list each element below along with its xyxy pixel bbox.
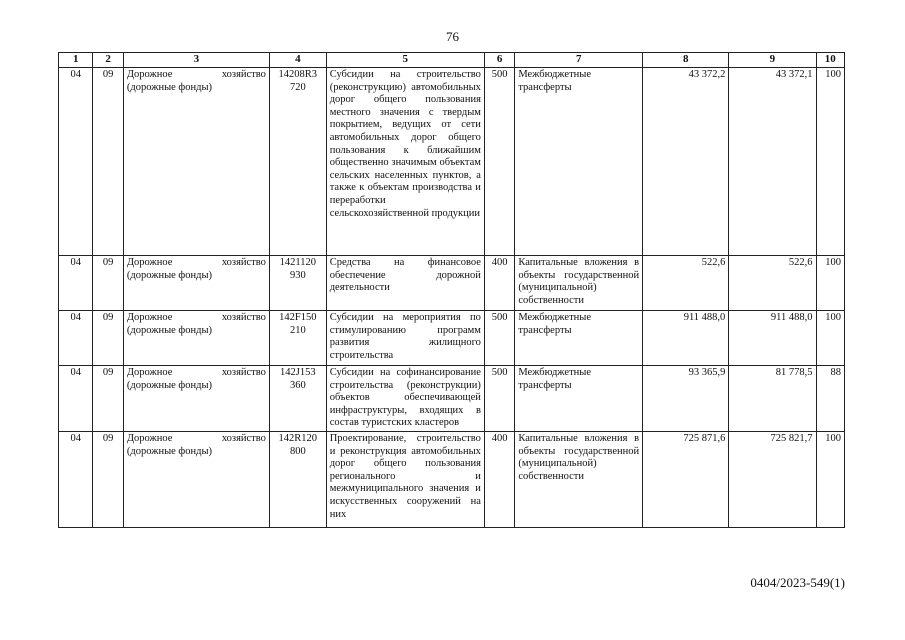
section-name: Дорожное хозяйство (дорожные фонды) (123, 431, 269, 527)
col-header-6: 6 (484, 53, 514, 68)
col-header-8: 8 (643, 53, 729, 68)
planned-amount: 911 488,0 (643, 311, 729, 366)
executed-amount: 725 821,7 (729, 431, 816, 527)
col-header-9: 9 (729, 53, 816, 68)
section-code: 04 (59, 366, 93, 432)
section-code: 04 (59, 256, 93, 311)
expense-type-name: Капитальные вложения в объекты государственной (муниципальной) собственности (515, 431, 643, 527)
expense-name: Проектирование, строительство и реконструкция автомобильных дорог общего пользования регионального и межмуниципального значения и искусственных сооружений на них (326, 431, 484, 527)
execution-percent: 100 (816, 256, 844, 311)
subsection-code: 09 (93, 311, 123, 366)
target-article: 142F150 210 (269, 311, 326, 366)
target-article: 142J153 360 (269, 366, 326, 432)
expense-name: Субсидии на софинансирование строительства (реконструкции) объектов обеспечивающей инфраструктуры, входящих в состав туристских кластеров (326, 366, 484, 432)
col-header-2: 2 (93, 53, 123, 68)
target-article: 1421120 930 (269, 256, 326, 311)
executed-amount: 522,6 (729, 256, 816, 311)
budget-table (58, 52, 845, 528)
executed-amount: 81 778,5 (729, 366, 816, 432)
planned-amount: 93 365,9 (643, 366, 729, 432)
table-row (59, 431, 845, 527)
execution-percent: 100 (816, 311, 844, 366)
page-number: 76 (446, 29, 459, 44)
section-name: Дорожное хозяйство (дорожные фонды) (123, 256, 269, 311)
planned-amount: 43 372,2 (643, 68, 729, 256)
expense-name: Субсидии на мероприятия по стимулированию программ развития жилищного строительства (326, 311, 484, 366)
executed-amount: 43 372,1 (729, 68, 816, 256)
table-row (59, 366, 845, 432)
expense-type-name: Капитальные вложения в объекты государственной (муниципальной) собственности (515, 256, 643, 311)
expense-type-code: 500 (484, 311, 514, 366)
execution-percent: 100 (816, 68, 844, 256)
expense-name: Средства на финансовое обеспечение дорожной деятельности (326, 256, 484, 311)
table-row (59, 256, 845, 311)
execution-percent: 100 (816, 431, 844, 527)
section-code: 04 (59, 431, 93, 527)
section-name: Дорожное хозяйство (дорожные фонды) (123, 366, 269, 432)
subsection-code: 09 (93, 256, 123, 311)
expense-type-code: 500 (484, 68, 514, 256)
expense-type-code: 400 (484, 256, 514, 311)
col-header-7: 7 (515, 53, 643, 68)
target-article: 142R120 800 (269, 431, 326, 527)
executed-amount: 911 488,0 (729, 311, 816, 366)
table-row (59, 68, 845, 256)
subsection-code: 09 (93, 366, 123, 432)
table-row (59, 311, 845, 366)
execution-percent: 88 (816, 366, 844, 432)
expense-type-code: 500 (484, 366, 514, 432)
expense-type-code: 400 (484, 431, 514, 527)
planned-amount: 522,6 (643, 256, 729, 311)
col-header-4: 4 (269, 53, 326, 68)
subsection-code: 09 (93, 431, 123, 527)
section-code: 04 (59, 68, 93, 256)
expense-type-name: Межбюджетные трансферты (515, 68, 643, 256)
expense-type-name: Межбюджетные трансферты (515, 311, 643, 366)
section-code: 04 (59, 311, 93, 366)
planned-amount: 725 871,6 (643, 431, 729, 527)
header-row (59, 53, 845, 68)
expense-name: Субсидии на строительство (реконструкцию) автомобильных дорог общего пользования местного значения с твердым покрытием, ведущих от сети автомобильных дорог общего пользования к ближайшим общественно значимым объектам сельских населенных пунктов, а также к объектам производства и переработки сельскохозяйственной продукции (326, 68, 484, 256)
col-header-1: 1 (59, 53, 93, 68)
expense-type-name: Межбюджетные трансферты (515, 366, 643, 432)
subsection-code: 09 (93, 68, 123, 256)
target-article: 14208R3 720 (269, 68, 326, 256)
section-name: Дорожное хозяйство (дорожные фонды) (123, 311, 269, 366)
document-code: 0404/2023-549(1) (750, 575, 845, 590)
col-header-10: 10 (816, 53, 844, 68)
section-name: Дорожное хозяйство (дорожные фонды) (123, 68, 269, 256)
col-header-5: 5 (326, 53, 484, 68)
col-header-3: 3 (123, 53, 269, 68)
